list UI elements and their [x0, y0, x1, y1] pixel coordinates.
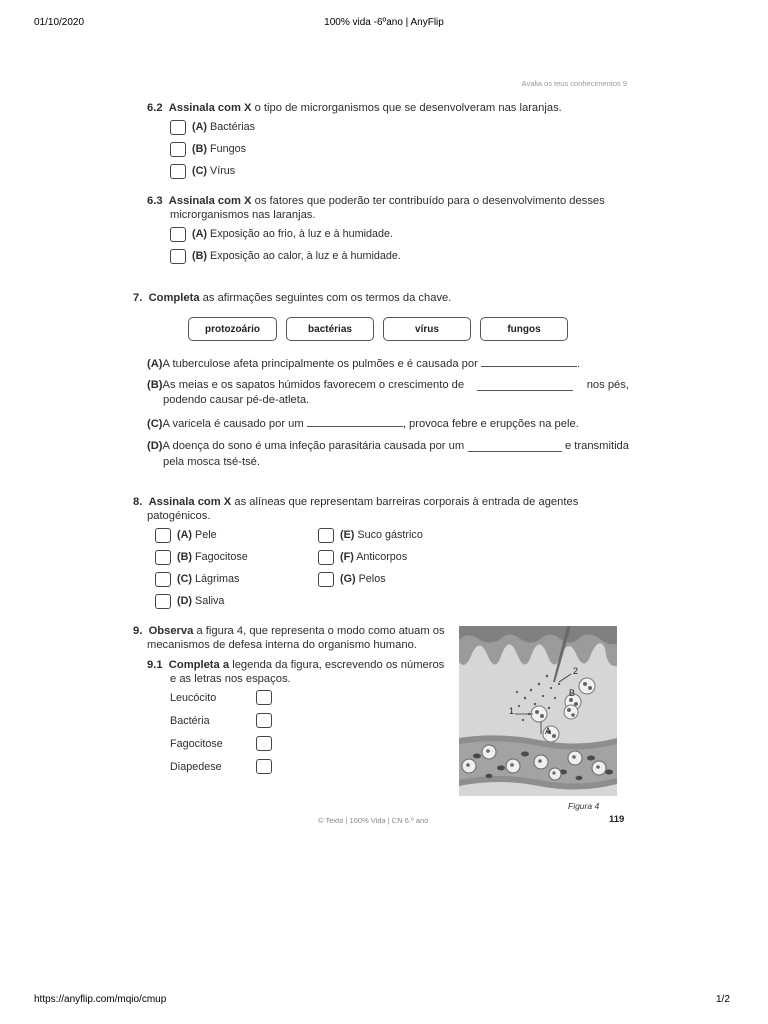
question-6-3: 6.3 Assinala com X os fatores que poderão ter contribuído para o desenvolvimento desses — [147, 195, 605, 207]
checkbox-8-f[interactable] — [318, 550, 334, 565]
checkbox-6-2-c[interactable] — [170, 164, 186, 179]
legend-label-leucocito: Leucócito — [170, 692, 217, 704]
page-url[interactable]: https://anyflip.com/mqio/cmup — [34, 994, 167, 1005]
question-6-2 — [147, 101, 562, 115]
checkbox-8-a[interactable] — [155, 528, 171, 543]
statement-7-b: (B)As meias e os sapatos húmidos favorecem o crescimento de nos pés, — [147, 379, 629, 391]
blank-7-c[interactable] — [307, 416, 403, 427]
question-9-1: 9.1 Completa a legenda da figura, escrevendo os números — [147, 659, 445, 671]
question-9-1-line2: e as letras nos espaços. — [170, 673, 291, 685]
legend-box-fagocitose[interactable] — [256, 736, 272, 751]
checkbox-6-2-a[interactable] — [170, 120, 186, 135]
question-8-line2: patogénicos. — [147, 510, 211, 522]
question-6-3-line2: microrganismos nas laranjas. — [170, 209, 316, 221]
blank-7-b[interactable] — [477, 380, 573, 391]
option-8-b: (B) Fagocitose — [177, 551, 248, 563]
statement-7-c: (C)A varicela é causado por um , provoca febre e erupções na pele. — [147, 418, 579, 430]
key-term-fungos: fungos — [480, 317, 568, 341]
statement-7-b-line2: podendo causar pé-de-atleta. — [163, 394, 310, 406]
browser-title: 100% vida -6ºano | AnyFlip — [324, 17, 444, 28]
option-6-2-c: (C) Vírus — [192, 165, 236, 177]
page-indicator: 1/2 — [716, 994, 730, 1005]
figure-label-1: 1 — [509, 706, 515, 716]
question-8: 8. Assinala com X as alíneas que representam barreiras corporais à entrada de agentes — [133, 496, 579, 508]
option-6-3-a: (A) Exposição ao frio, à luz e à humidade. — [192, 228, 394, 240]
question-9: 9. Observa a figura 4, que representa o modo como atuam os — [133, 625, 445, 637]
question-number: 6.2 — [147, 102, 163, 114]
legend-box-bacteria[interactable] — [256, 713, 272, 728]
option-8-e: (E) Suco gástrico — [340, 529, 423, 541]
option-6-2-b: (B) Fungos — [192, 143, 247, 155]
statement-7-d: (D)A doença do sono é uma infeção parasitária causada por um e transmitida — [147, 440, 629, 452]
footer-credit: © Texto | 100% Vida | CN 6.º ano — [318, 816, 429, 825]
question-text: o tipo de microrganismos que se desenvolveram nas laranjas. — [251, 102, 562, 114]
statement-7-a: (A)A tuberculose afeta principalmente os pulmões e é causada por . — [147, 358, 581, 370]
figure-4-svg — [459, 626, 617, 796]
key-term-protozoario: protozoário — [188, 317, 277, 341]
checkbox-8-g[interactable] — [318, 572, 334, 587]
question-9-line2: mecanismos de defesa interna do organismo humano. — [147, 639, 417, 651]
legend-label-diapedese: Diapedese — [170, 761, 222, 773]
checkbox-8-e[interactable] — [318, 528, 334, 543]
blank-7-d[interactable] — [468, 441, 562, 452]
option-8-f: (F) Anticorpos — [340, 551, 408, 563]
print-date: 01/10/2020 — [34, 17, 85, 28]
legend-label-bacteria: Bactéria — [170, 715, 210, 727]
question-lead: Assinala com X — [168, 102, 252, 114]
option-8-d: (D) Saliva — [177, 595, 225, 607]
question-7: 7. Completa as afirmações seguintes com os termos da chave. — [133, 292, 452, 304]
option-8-a: (A) Pele — [177, 529, 217, 541]
running-header: Avalia os teus conhecimentos 9 — [521, 79, 627, 88]
checkbox-8-c[interactable] — [155, 572, 171, 587]
legend-box-diapedese[interactable] — [256, 759, 272, 774]
checkbox-6-3-b[interactable] — [170, 249, 186, 264]
option-8-c: (C) Lágrimas — [177, 573, 240, 585]
key-term-bacterias: bactérias — [286, 317, 374, 341]
option-6-2-a: (A) Bactérias — [192, 121, 256, 133]
page-number: 119 — [609, 814, 625, 825]
checkbox-8-d[interactable] — [155, 594, 171, 609]
option-8-g: (G) Pelos — [340, 573, 386, 585]
legend-box-leucocito[interactable] — [256, 690, 272, 705]
checkbox-6-3-a[interactable] — [170, 227, 186, 242]
figure-caption: Figura 4 — [568, 801, 600, 811]
figure-label-2: 2 — [573, 666, 579, 676]
option-6-3-b: (B) Exposição ao calor, à luz e à humidade. — [192, 250, 401, 262]
legend-label-fagocitose: Fagocitose — [170, 738, 223, 750]
blank-7-a[interactable] — [481, 356, 577, 367]
figure-4-illustration — [459, 626, 617, 796]
figure-label-a: A — [545, 726, 552, 736]
checkbox-6-2-b[interactable] — [170, 142, 186, 157]
key-term-virus: vírus — [383, 317, 471, 341]
figure-label-b: B — [569, 688, 576, 698]
statement-7-d-line2: pela mosca tsé-tsé. — [163, 456, 261, 468]
checkbox-8-b[interactable] — [155, 550, 171, 565]
